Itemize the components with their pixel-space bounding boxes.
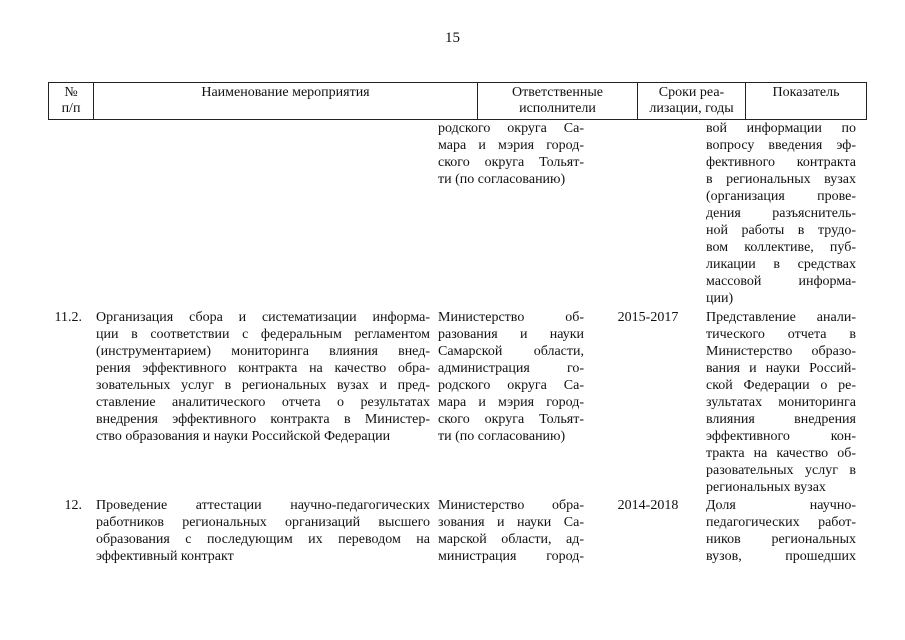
cell-line: Самарской области,	[438, 344, 584, 359]
cell-line: вой информации по	[706, 121, 856, 136]
cell-line: вом коллективе, пуб-	[706, 240, 856, 255]
cell-line: ставление аналитического отчета о результатах	[96, 395, 430, 410]
cell-line: ской Федерации о ре-	[706, 378, 856, 393]
header-number-line: п/п	[61, 101, 81, 116]
cell-line: ского округа Тольят-	[438, 412, 584, 427]
cell-line: ство образования и науки Российской Федерации	[96, 429, 391, 444]
header-number	[48, 83, 94, 119]
cell-line: Организация сбора и систематизации информа-	[96, 310, 430, 325]
cell-line: министрация город-	[438, 549, 584, 564]
cell-line: ции в соответствии с федеральным регламентом	[96, 327, 430, 342]
row-11-2-responsible-cell	[438, 309, 584, 445]
cell-line: эффективного кон-	[706, 429, 856, 444]
cell-line: ции)	[706, 291, 734, 306]
cell-line: ников региональных	[706, 532, 856, 547]
row-11-2-activity-cell	[96, 309, 430, 445]
row-12-responsible-cell	[438, 497, 584, 565]
cell-line: Проведение аттестации научно-педагогических	[96, 498, 430, 513]
cell-line: ной работы в трудо-	[706, 223, 856, 238]
cell-line: Доля научно-	[706, 498, 856, 513]
cell-line: образования с последующим их переводом на	[96, 532, 430, 547]
header-indicator	[746, 83, 867, 119]
cell-line: родского округа Са-	[438, 378, 584, 393]
cell-line: мара и мэрия город-	[438, 138, 584, 153]
cell-line: ского округа Тольят-	[438, 155, 584, 170]
cell-line: вузов, прошедших	[706, 549, 856, 564]
cell-line: Министерство об-	[438, 310, 584, 325]
row-12-terms-cell: 2014-2018	[617, 498, 679, 513]
header-terms	[638, 83, 746, 119]
cell-line: ти (по согласованию)	[438, 429, 566, 444]
cell-line: дения разъяснитель-	[706, 206, 856, 221]
row-11-2-indicator-cell	[706, 309, 856, 496]
cell-line: региональных вузах	[706, 480, 826, 495]
header-indicator-line: Показатель	[772, 85, 840, 100]
continuation-responsible-cell	[438, 120, 584, 188]
cell-line: зовательных услуг в региональных вузах и пред-	[96, 378, 430, 393]
header-responsible-line: исполнители	[519, 101, 596, 116]
cell-line: внедрения эффективного контракта в Министер-	[96, 412, 430, 427]
header-responsible-line: Ответственные	[512, 85, 603, 100]
header-responsible	[478, 83, 638, 119]
table-header-row	[48, 82, 867, 120]
row-11-2-terms-cell: 2015-2017	[617, 310, 679, 325]
row-number-12: 12.	[64, 498, 82, 513]
cell-line: вания и науки Россий-	[706, 361, 856, 376]
cell-line: ти (по согласованию)	[438, 172, 566, 187]
cell-line: тического отчета в	[706, 327, 856, 342]
cell-line: массовой информа-	[706, 274, 856, 289]
cell-line: Министерство обра-	[438, 498, 584, 513]
cell-line: влияния внедрения	[706, 412, 856, 427]
cell-line: в региональных вузах	[706, 172, 856, 187]
row-number-11-2: 11.2.	[54, 310, 82, 325]
header-activity-name	[94, 83, 478, 119]
header-activity-name-line: Наименование мероприятия	[201, 85, 370, 100]
cell-line: Представление анали-	[706, 310, 856, 325]
cell-line: педагогических работ-	[706, 515, 856, 530]
cell-line: разования и науки	[438, 327, 584, 342]
cell-line: рения эффективного контракта на качество обра-	[96, 361, 430, 376]
cell-line: тракта на качество об-	[706, 446, 856, 461]
header-terms-line: Сроки реа-	[658, 85, 725, 100]
header-terms-line: лизации, годы	[649, 101, 734, 116]
row-12-indicator-cell	[706, 497, 856, 565]
cell-line: зования и науки Са-	[438, 515, 584, 530]
cell-line: администрация го-	[438, 361, 584, 376]
continuation-indicator-cell	[706, 120, 856, 307]
activities-table	[48, 82, 867, 120]
cell-line: мара и мэрия город-	[438, 395, 584, 410]
header-number-line: №	[64, 85, 78, 100]
cell-line: (инструментарием) мониторинга влияния внед-	[96, 344, 430, 359]
page-number: 15	[445, 30, 460, 46]
cell-line: ликации в средствах	[706, 257, 856, 272]
cell-line: родского округа Са-	[438, 121, 584, 136]
cell-line: разовательных услуг в	[706, 463, 856, 478]
cell-line: фективного контракта	[706, 155, 856, 170]
cell-line: марской области, ад-	[438, 532, 584, 547]
cell-line: работников региональных организаций высшего	[96, 515, 430, 530]
cell-line: эффективный контракт	[96, 549, 234, 564]
row-12-activity-cell	[96, 497, 430, 565]
cell-line: зультатах мониторинга	[706, 395, 856, 410]
cell-line: (организация прове-	[706, 189, 856, 204]
cell-line: Министерство образо-	[706, 344, 856, 359]
cell-line: вопросу введения эф-	[706, 138, 856, 153]
